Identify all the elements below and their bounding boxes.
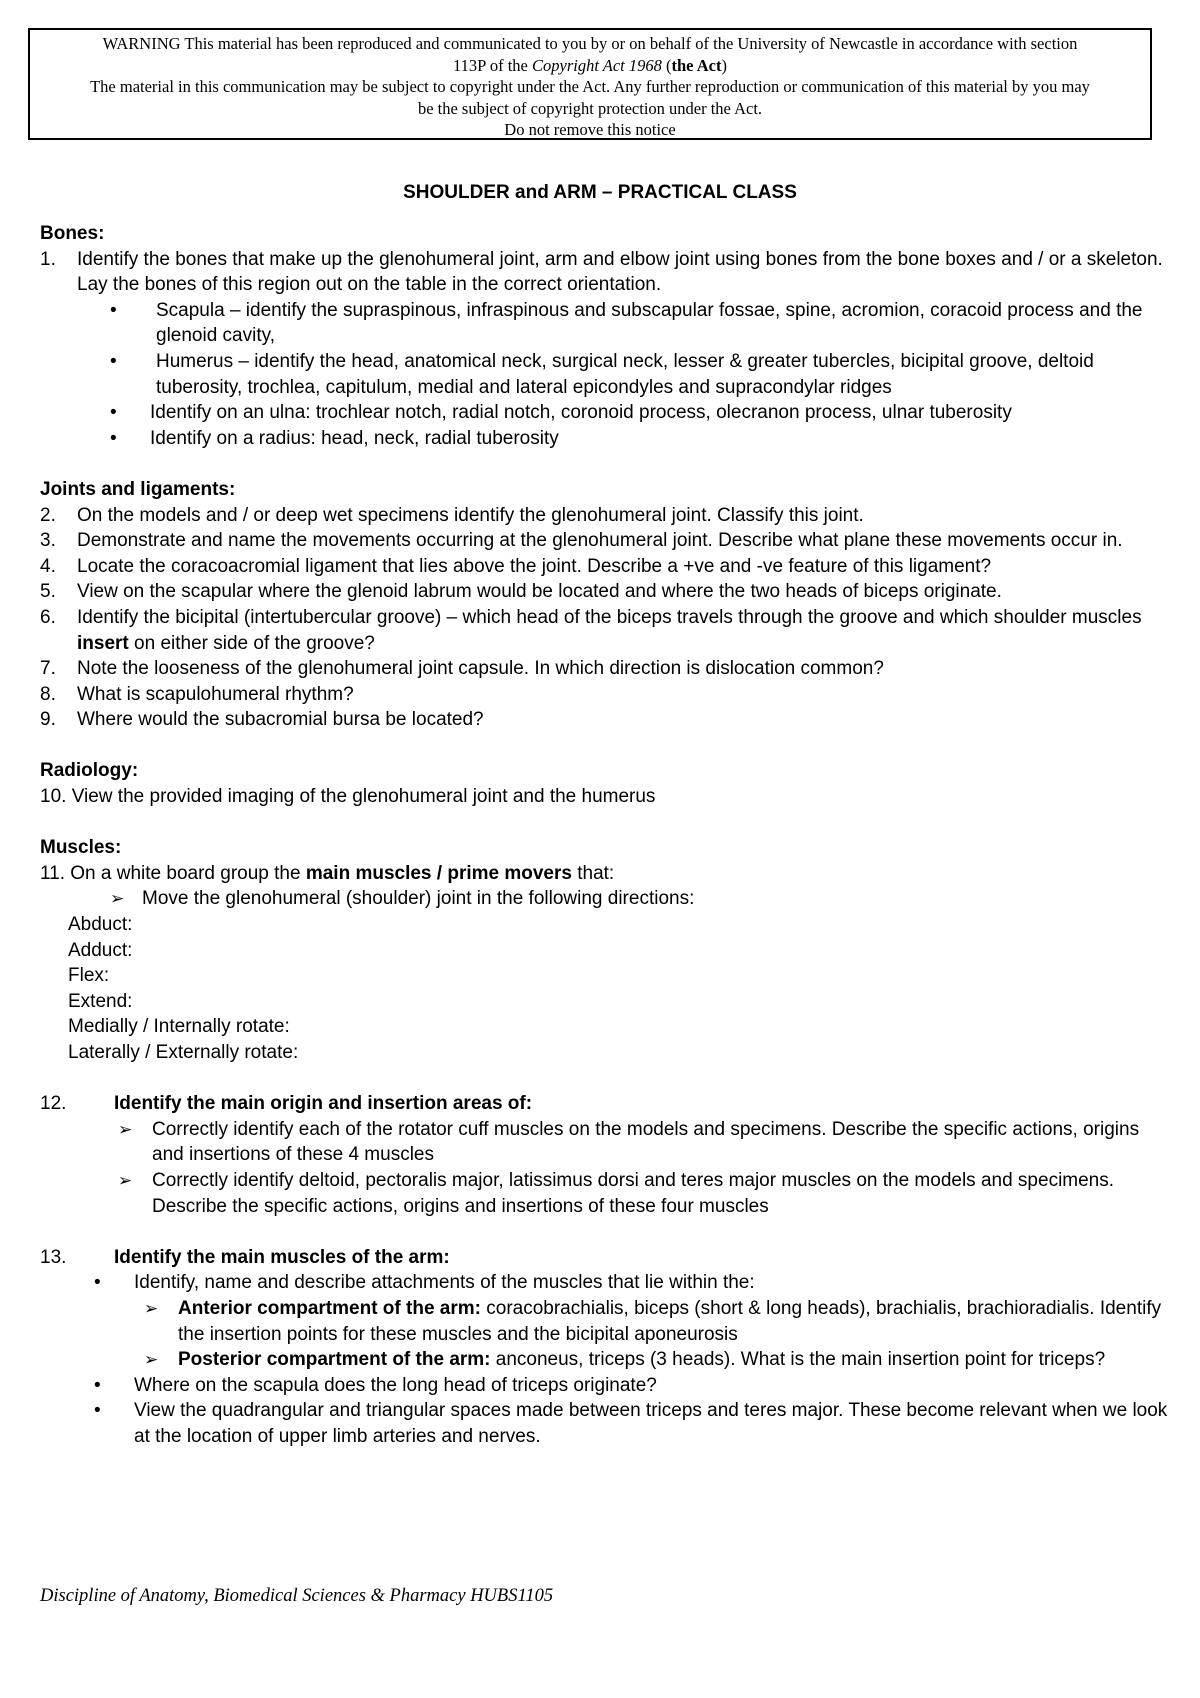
bullet-text: View the quadrangular and triangular spaces made between triceps and teres major. These become relevant when we look at the location of upper limb arteries and nerves.	[134, 1400, 1168, 1447]
bullet-icon: •	[94, 1400, 101, 1422]
posterior-compartment-line	[40, 1347, 1170, 1373]
item12-arrow-rotator-cuff	[40, 1117, 1170, 1168]
arrow-bullet-icon: ➢	[118, 1170, 133, 1190]
direction-medial-rotate: Medially / Internally rotate:	[68, 1016, 290, 1038]
direction-abduct: Abduct:	[68, 914, 133, 936]
anterior-text: coracobrachialis, biceps (short & long heads), brachialis, brachioradialis. Identify the insertion points for these muscles and the bicipital aponeurosis	[178, 1297, 1162, 1345]
bullet-text: Identify on a radius: head, neck, radial tuberosity	[150, 427, 559, 449]
bullet-text: Identify, name and describe attachments of the muscles that lie within the:	[134, 1272, 755, 1294]
arrow-bullet-icon: ➢	[144, 1350, 159, 1370]
item-text-post: on either side of the groove?	[128, 632, 375, 654]
item-text: View on the scapular where the glenoid labrum would be located and where the two heads of biceps originate.	[77, 581, 1002, 603]
muscles-heading: Muscles:	[40, 837, 122, 859]
posterior-label: Posterior compartment of the arm:	[178, 1349, 491, 1371]
bones-bullet-humerus	[40, 349, 1170, 400]
joints-item-3	[40, 528, 1170, 554]
item-number: 9.	[40, 709, 56, 731]
item-number: 8.	[40, 683, 56, 705]
bullet-text: Scapula – identify the supraspinous, infraspinous and subscapular fossae, spine, acromion, coracoid process and the glenoid cavity,	[156, 299, 1143, 347]
item-heading: Identify the main origin and insertion areas of:	[114, 1093, 533, 1115]
radiology-item-10: 10. View the provided imaging of the glenohumeral joint and the humerus	[40, 786, 656, 808]
direction-adduct: Adduct:	[68, 939, 133, 961]
item-text-pre: Identify the bicipital (intertubercular groove) – which head of the biceps travels through the groove and which shoulder muscles	[77, 606, 1142, 628]
arrow-bullet-icon: ➢	[144, 1298, 159, 1318]
bones-bullet-scapula	[40, 298, 1170, 349]
warning-line-2-pre: 113P of the	[453, 55, 533, 75]
item-number: 5.	[40, 581, 56, 603]
joints-item-2	[40, 503, 1170, 529]
move-joint-line	[40, 886, 1170, 912]
bones-item-1	[40, 247, 1170, 298]
radiology-heading: Radiology:	[40, 760, 139, 782]
bullet-icon: •	[110, 299, 117, 321]
item-text-bold: insert	[77, 632, 129, 654]
arrow-bullet-icon: ➢	[110, 889, 125, 909]
arrow-text: Correctly identify each of the rotator cuff muscles on the models and specimens. Describe the specific actions, origins and insertions of these 4 muscles	[152, 1118, 1140, 1166]
item-number: 6.	[40, 606, 56, 628]
page-footer: Discipline of Anatomy, Biomedical Sciences & Pharmacy HUBS1105	[40, 1586, 554, 1606]
anterior-compartment-line	[40, 1296, 1170, 1347]
item-heading: Identify the main muscles of the arm:	[114, 1246, 450, 1268]
document-body	[40, 221, 1170, 1450]
joints-item-5	[40, 579, 1170, 605]
warning-line-2-mid: (	[661, 55, 672, 75]
item-text: Demonstrate and name the movements occurring at the glenohumeral joint. Describe what plane these movements occur in.	[77, 530, 1123, 552]
bullet-text: Humerus – identify the head, anatomical neck, surgical neck, lesser & greater tubercles, bicipital groove, deltoid tuberosity, trochlea, capitulum, medial and lateral epicondyles and supracondylar ridges	[156, 350, 1094, 398]
item-text: What is scapulohumeral rhythm?	[77, 683, 354, 705]
warning-line-2	[30, 55, 1150, 77]
item-text: Note the looseness of the glenohumeral joint capsule. In which direction is dislocation common?	[77, 658, 884, 680]
item13-bullet-identify	[40, 1270, 1170, 1296]
item13-bullet-spaces	[40, 1398, 1170, 1449]
joints-item-8	[40, 682, 1170, 708]
bullet-icon: •	[110, 402, 117, 424]
arrow-text: Correctly identify deltoid, pectoralis major, latissimus dorsi and teres major muscles on the models and specimens. Describe the specific actions, origins and insertions of these four muscles	[152, 1169, 1115, 1217]
item-number: 13.	[40, 1246, 67, 1268]
muscles-item-13	[40, 1245, 1170, 1271]
muscles-item-12	[40, 1091, 1170, 1117]
page-title: SHOULDER and ARM – PRACTICAL CLASS	[403, 182, 797, 203]
item-number: 2.	[40, 504, 56, 526]
item-number: 7.	[40, 658, 56, 680]
item-number: 4.	[40, 555, 56, 577]
item12-arrow-deltoid	[40, 1168, 1170, 1219]
item11-post: that:	[571, 862, 615, 884]
joints-item-7	[40, 656, 1170, 682]
direction-flex: Flex:	[68, 965, 110, 987]
muscles-item-11	[40, 861, 1170, 887]
bullet-icon: •	[110, 350, 117, 372]
bullet-icon: •	[110, 427, 117, 449]
bullet-icon: •	[94, 1272, 101, 1294]
item-number: 1.	[40, 248, 56, 270]
warning-line-1: WARNING This material has been reproduced and communicated to you by or on behalf of the University of Newcastle in accordance with section	[102, 34, 1078, 53]
warning-the-act: the Act	[671, 55, 722, 75]
bullet-text: Identify on an ulna: trochlear notch, radial notch, coronoid process, olecranon process, ulnar tuberosity	[150, 402, 1012, 424]
item13-bullet-triceps	[40, 1373, 1170, 1399]
bullet-icon: •	[94, 1374, 101, 1396]
item-text: Identify the bones that make up the glenohumeral joint, arm and elbow joint using bones from the bone boxes and / or a skeleton. Lay the bones of this region out on the table in the correct orientation.	[77, 248, 1163, 296]
bones-heading: Bones:	[40, 223, 105, 244]
warning-line-3: The material in this communication may be subject to copyright under the Act. Any further reproduction or communication of this material by you may	[90, 77, 1090, 96]
direction-lateral-rotate: Laterally / Externally rotate:	[68, 1042, 299, 1063]
move-joint-text: Move the glenohumeral (shoulder) joint in the following directions:	[142, 888, 695, 910]
warning-line-4: be the subject of copyright protection under the Act.	[417, 98, 763, 118]
item11-bold: main muscles / prime movers	[305, 862, 572, 884]
warning-line-2-post: )	[721, 55, 727, 75]
bullet-text: Where on the scapula does the long head of triceps originate?	[134, 1374, 657, 1396]
direction-extend: Extend:	[68, 990, 133, 1012]
arrow-bullet-icon: ➢	[118, 1119, 133, 1139]
joints-heading: Joints and ligaments:	[40, 478, 236, 500]
item-text: Locate the coracoacromial ligament that lies above the joint. Describe a +ve and -ve feature of this ligament?	[77, 555, 992, 577]
joints-item-9	[40, 707, 1170, 733]
item-text: Where would the subacromial bursa be located?	[77, 709, 484, 731]
anterior-label: Anterior compartment of the arm:	[178, 1297, 481, 1319]
bones-bullet-radius	[40, 426, 1170, 452]
item-number: 12.	[40, 1093, 67, 1115]
item-number: 3.	[40, 530, 56, 552]
joints-item-6	[40, 605, 1170, 656]
item-text: On the models and / or deep wet specimens identify the glenohumeral joint. Classify this joint.	[77, 504, 864, 526]
item11-pre: 11. On a white board group the	[40, 862, 306, 884]
warning-line-5: Do not remove this notice	[504, 120, 676, 139]
posterior-text: anconeus, triceps (3 heads). What is the main insertion point for triceps?	[490, 1349, 1106, 1371]
warning-act-name: Copyright Act 1968	[532, 55, 662, 75]
joints-item-4	[40, 554, 1170, 580]
copyright-warning-box	[28, 28, 1152, 140]
bones-bullet-ulna	[40, 400, 1170, 426]
